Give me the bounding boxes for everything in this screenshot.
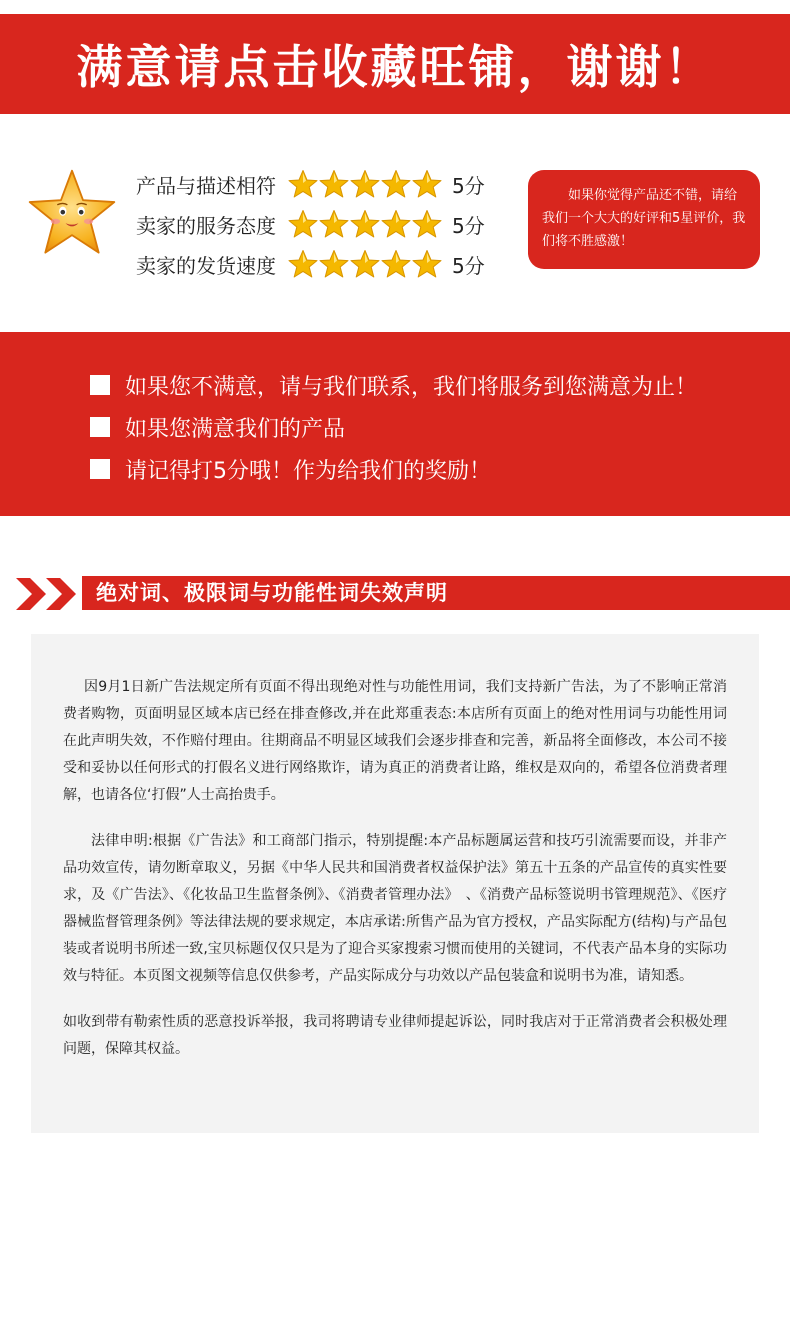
smiling-star-mascot-icon — [26, 168, 118, 260]
star-icon — [288, 209, 318, 239]
complaint-notice-paragraph: 如收到带有勒索性质的恶意投诉举报，我司将聘请专业律师提起诉讼，同时我店对于正常消费者会积极处理问题，保障其权益。 — [63, 1014, 727, 1057]
rating-score: 5分 — [452, 173, 485, 198]
bullet-item — [0, 364, 790, 406]
rating-row-shipping — [136, 244, 485, 284]
star-rating — [288, 249, 443, 279]
star-icon — [350, 249, 380, 279]
rating-label: 卖家的发货速度 — [136, 253, 276, 278]
rating-score: 5分 — [452, 253, 485, 278]
star-icon — [350, 209, 380, 239]
rating-score: 5分 — [452, 213, 485, 238]
rating-row-description — [136, 164, 485, 204]
rating-label: 卖家的服务态度 — [136, 213, 276, 238]
bullet-item — [0, 406, 790, 448]
rating-area — [0, 150, 790, 290]
star-icon — [381, 249, 411, 279]
rating-label: 产品与描述相符 — [136, 173, 276, 198]
star-icon — [319, 249, 349, 279]
square-bullet-icon — [90, 375, 110, 395]
legal-statement-paragraph: 法律申明:根据《广告法》和工商部门指示，特别提醒:本产品标题属运营和技巧引流需要而设，并非产品功效宣传，请勿断章取义，另据《中华人民共和国消费者权益保护法》第五十五条的产品宣传的真实性要求，及《广告法》、《化妆品卫生监督条例》、《消费者管理办法》 、《消费产品标签说明书管理规范》、《医疗器械监督管理条例》等法律法规的要求规定，本店承诺:所售产品为官方授权，产品实际配方(结构)与产品包装或者说明书所述一致,宝贝标题仅仅只是为了迎合买家搜索习惯而使用的关键词，不代表产品本身的实际功效与特征。本页图文视频等信息仅供参考，产品实际成分与功效以产品包装盒和说明书为准，请知悉。 — [63, 833, 727, 984]
star-icon — [319, 209, 349, 239]
declaration-paragraph: 因9月1日新广告法规定所有页面不得出现绝对性与功能性用词，我们支持新广告法，为了不影响正常消费者购物，页面明显区域本店已经在排查修改,并在此郑重表态:本店所有页面上的绝对性用词与功能性用词在此声明失效，不作赔付理由。往期商品不明显区域我们会逐步排查和完善，新品将全面修改，本公司不接受和妥协以任何形式的打假名义进行网络欺诈，请为真正的消费者让路，维权是双向的，希望各位消费者理解，也请各位‘打假”人士高抬贵手。 — [63, 679, 727, 803]
square-bullet-icon — [90, 459, 110, 479]
satisfaction-section — [0, 332, 790, 516]
rating-row-service — [136, 204, 485, 244]
bullet-text: 如果您不满意，请与我们联系，我们将服务到您满意为止！ — [125, 374, 698, 400]
rating-list — [136, 164, 485, 284]
declaration-header — [0, 576, 790, 610]
star-icon — [350, 169, 380, 199]
star-icon — [319, 169, 349, 199]
star-icon — [412, 249, 442, 279]
banner-title: 满意请点击收藏旺铺，谢谢！ — [76, 40, 714, 94]
double-chevron-right-icon — [16, 578, 82, 610]
top-banner — [0, 14, 790, 114]
star-icon — [381, 169, 411, 199]
declaration-panel — [31, 634, 759, 1133]
bullet-text: 请记得打5分哦！作为给我们的奖励！ — [125, 458, 491, 484]
star-icon — [412, 209, 442, 239]
star-icon — [288, 249, 318, 279]
bullet-item — [0, 448, 790, 490]
star-icon — [288, 169, 318, 199]
star-icon — [412, 169, 442, 199]
star-icon — [381, 209, 411, 239]
star-rating — [288, 209, 443, 239]
declaration-title: 绝对词、极限词与功能性词失效声明 — [82, 576, 790, 610]
square-bullet-icon — [90, 417, 110, 437]
bullet-text: 如果您满意我们的产品 — [125, 416, 346, 442]
review-callout: 如果你觉得产品还不错，请给我们一个大大的好评和5星评价，我们将不胜感激！ — [528, 170, 760, 269]
star-rating — [288, 169, 443, 199]
